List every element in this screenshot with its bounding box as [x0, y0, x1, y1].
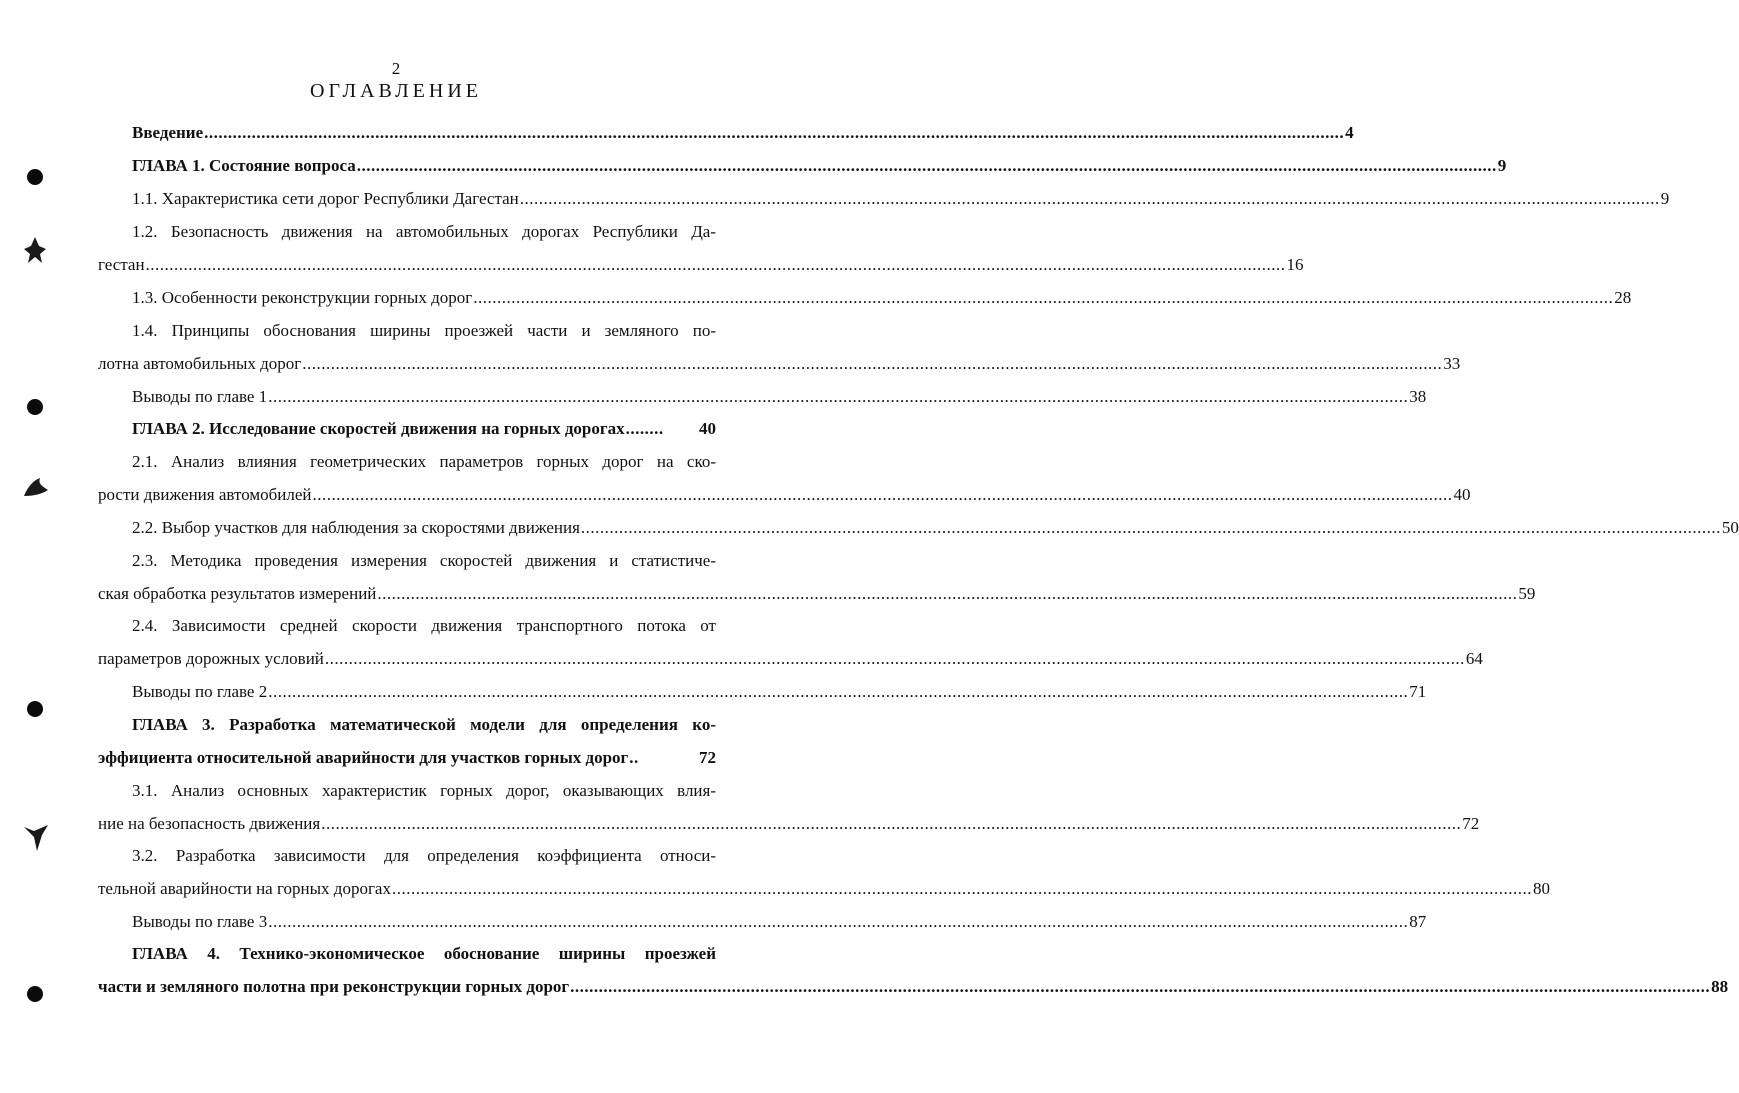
- toc-entry-title: параметров дорожных условий: [98, 649, 324, 668]
- toc-entry-page: 9: [1497, 156, 1507, 175]
- toc-entry-1-4-line2: [98, 354, 1461, 374]
- dot-leader: ................................................................................................................................................................................................................................................: [268, 912, 1409, 931]
- toc-entry-title: ние на безопасность движения: [98, 814, 321, 833]
- toc-entry-title: части и земляного полотна при реконструкции горных дорог: [98, 977, 570, 996]
- dot-leader: ................................................................................................................................................................................................................................................: [268, 387, 1409, 406]
- toc-entry-page: 38: [1409, 387, 1427, 406]
- toc-entry-title: ГЛАВА 2. Исследование скоростей движения на горных дорогах: [132, 419, 625, 438]
- toc-heading: ОГЛАВЛЕНИЕ: [310, 80, 482, 102]
- toc-entry-introduction: [132, 123, 1354, 143]
- dot-leader: ................................................................................................................................................................................................................................................: [324, 649, 1465, 668]
- toc-entry-title: гестан: [98, 255, 145, 274]
- toc-entry-chapter-4-line2: [98, 977, 1729, 997]
- toc-entry-1-2-line2: [98, 255, 1304, 275]
- ink-blot-mark: [22, 476, 50, 500]
- toc-entry-title: 2.2. Выбор участков для наблюдения за скоростями движения: [132, 518, 580, 537]
- toc-entry-1-1: [132, 189, 1670, 209]
- dot-leader: ................................................................................................................................................................................................................................................: [473, 288, 1614, 307]
- dot-leader: ................................................................................................................................................................................................................................................: [377, 584, 1518, 603]
- toc-entry-title: ГЛАВА 1. Состояние вопроса: [132, 156, 356, 175]
- dot-leader: ................................................................................................................................................................................................................................................: [145, 255, 1286, 274]
- toc-entry-page: 9: [1660, 189, 1670, 208]
- toc-entry-conclusions-3: [132, 912, 1427, 932]
- toc-entry-title: Введение: [132, 123, 204, 142]
- toc-entry-title: рости движения автомобилей: [98, 485, 312, 504]
- toc-entry-page: 28: [1614, 288, 1632, 307]
- toc-entry-page: 40: [1453, 485, 1471, 504]
- toc-entry-chapter-1: [132, 156, 1507, 176]
- toc-entry-2-1-line2: [98, 485, 1471, 505]
- punch-hole-mark: [27, 169, 43, 185]
- toc-entry-page: 4: [1345, 123, 1354, 142]
- dot-leader: ................................................................................................................................................................................................................................................: [321, 814, 1462, 833]
- toc-entry-1-4-line1: 1.4. Принципы обоснования ширины проезжей части и земляного по-: [132, 321, 716, 340]
- toc-entry-title: эффициента относительной аварийности для участков горных дорог: [98, 748, 629, 767]
- dot-leader: ................................................................................................................................................................................................................................................: [302, 354, 1443, 373]
- toc-entry-3-2-line1: 3.2. Разработка зависимости для определения коэффициента относи-: [132, 846, 716, 865]
- toc-entry-2-4-line2: [98, 649, 1483, 669]
- dot-leader: ..: [629, 748, 639, 767]
- dot-leader: ................................................................................................................................................................................................................................................: [580, 518, 1721, 537]
- toc-entry-page: 72: [1462, 814, 1480, 833]
- page-number: 2: [391, 59, 401, 78]
- toc-entry-3-1-line2: [98, 814, 1480, 834]
- punch-hole-mark: [27, 986, 43, 1002]
- toc-entry-title: Выводы по главе 2: [132, 682, 268, 701]
- toc-entry-page: 40: [699, 419, 716, 438]
- toc-entry-2-3-line1: 2.3. Методика проведения измерения скоростей движения и статистиче-: [132, 551, 716, 570]
- toc-entry-page: 71: [1409, 682, 1427, 701]
- toc-entry-title: тельной аварийности на горных дорогах: [98, 879, 391, 898]
- dot-leader: ................................................................................................................................................................................................................................................: [391, 879, 1532, 898]
- toc-entry-page: 87: [1409, 912, 1427, 931]
- toc-entry-page: 80: [1532, 879, 1550, 898]
- dot-leader: ................................................................................................................................................................................................................................................: [570, 977, 1711, 996]
- toc-entry-page: 16: [1286, 255, 1304, 274]
- toc-entry-1-3: [132, 288, 1632, 308]
- toc-entry-2-2: [132, 518, 1739, 538]
- toc-entry-2-3-line2: [98, 584, 1536, 604]
- toc-entry-3-1-line1: 3.1. Анализ основных характеристик горных дорог, оказывающих влия-: [132, 781, 716, 800]
- ink-blot-mark: [22, 236, 48, 264]
- toc-entry-chapter-4-line1: ГЛАВА 4. Технико-экономическое обоснование ширины проезжей: [132, 944, 716, 963]
- toc-entry-1-2-line1: 1.2. Безопасность движения на автомобильных дорогах Республики Да-: [132, 222, 716, 241]
- punch-hole-mark: [27, 399, 43, 415]
- punch-hole-mark: [27, 701, 43, 717]
- toc-entry-conclusions-2: [132, 682, 1427, 702]
- toc-entry-page: 88: [1711, 977, 1729, 996]
- toc-entry-page: 64: [1465, 649, 1483, 668]
- toc-entry-chapter-2: [132, 419, 716, 439]
- toc-entry-page: 50: [1721, 518, 1739, 537]
- dot-leader: ................................................................................................................................................................................................................................................: [204, 123, 1345, 142]
- toc-entry-title: лотна автомобильных дорог: [98, 354, 302, 373]
- dot-leader: ................................................................................................................................................................................................................................................: [268, 682, 1409, 701]
- dot-leader: ................................................................................................................................................................................................................................................: [519, 189, 1660, 208]
- toc-entry-title: 1.3. Особенности реконструкции горных дорог: [132, 288, 473, 307]
- toc-entry-conclusions-1: [132, 387, 1427, 407]
- toc-entry-2-1-line1: 2.1. Анализ влияния геометрических параметров горных дорог на ско-: [132, 452, 716, 471]
- dot-leader: ................................................................................................................................................................................................................................................: [356, 156, 1497, 175]
- ink-blot-mark: [22, 823, 50, 853]
- toc-entry-page: 59: [1518, 584, 1536, 603]
- toc-entry-title: ская обработка результатов измерений: [98, 584, 377, 603]
- toc-entry-3-2-line2: [98, 879, 1550, 899]
- toc-entry-title: Выводы по главе 3: [132, 912, 268, 931]
- toc-entry-2-4-line1: 2.4. Зависимости средней скорости движения транспортного потока от: [132, 616, 716, 635]
- toc-entry-title: 1.1. Характеристика сети дорог Республики Дагестан: [132, 189, 519, 208]
- toc-entry-chapter-3-line2: [98, 748, 716, 768]
- toc-entry-page: 72: [699, 748, 716, 767]
- dot-leader: ................................................................................................................................................................................................................................................: [312, 485, 1453, 504]
- dot-leader: ........: [625, 419, 664, 438]
- toc-entry-chapter-3-line1: ГЛАВА 3. Разработка математической модели для определения ко-: [132, 715, 716, 734]
- toc-entry-title: Выводы по главе 1: [132, 387, 268, 406]
- toc-entry-page: 33: [1443, 354, 1461, 373]
